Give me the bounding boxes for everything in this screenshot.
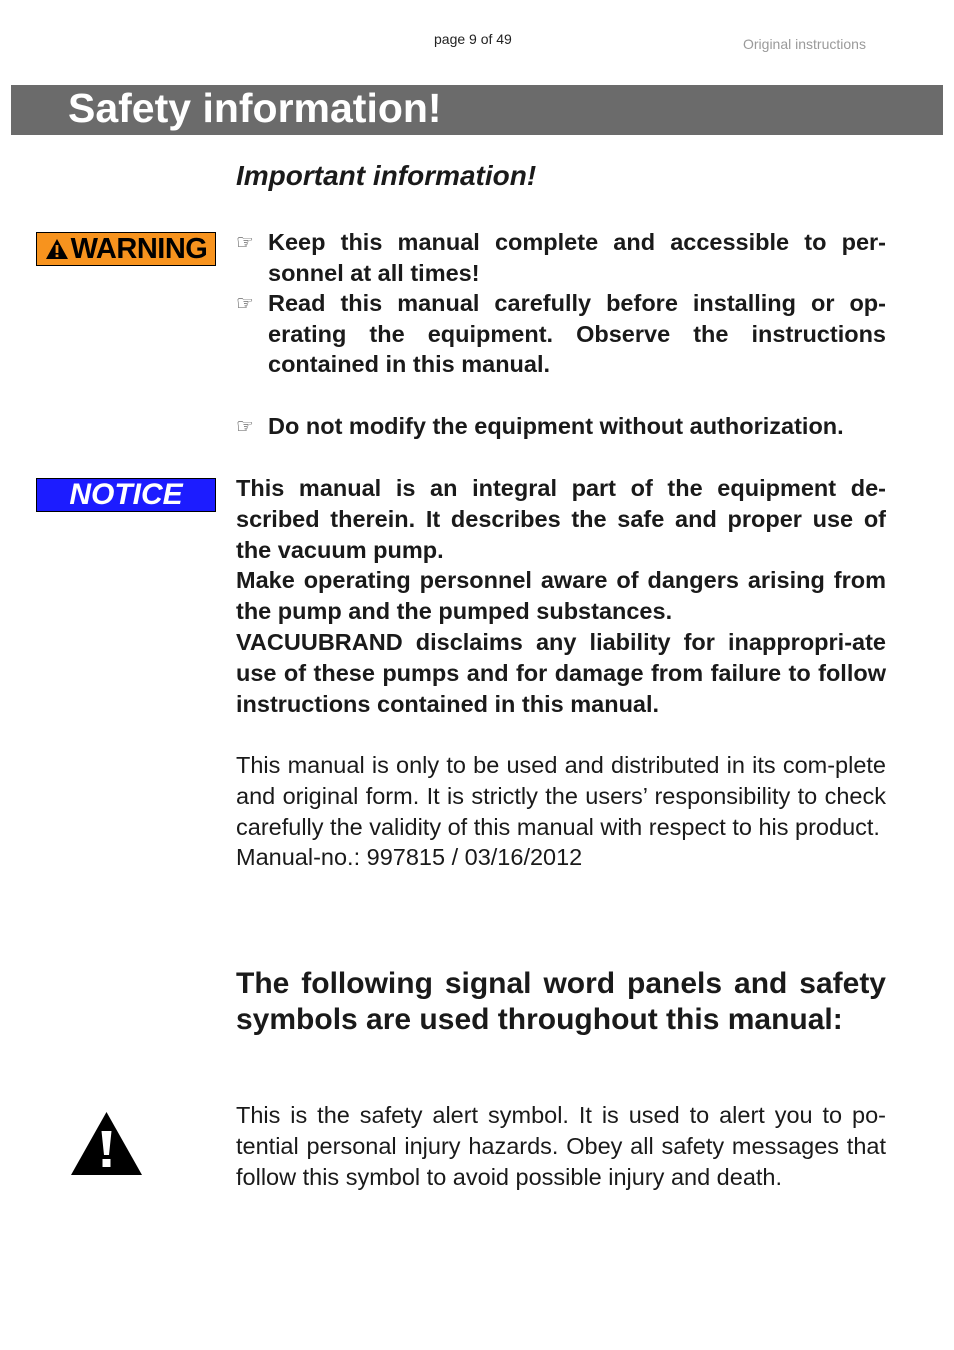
notice-text-block <box>236 473 886 719</box>
alert-symbol-text-block <box>236 1100 886 1192</box>
pointing-hand-icon: ☞ <box>236 230 254 254</box>
title-bar <box>11 85 943 135</box>
original-instructions-label: Original instructions <box>743 36 866 52</box>
warning-bullet <box>236 411 886 442</box>
safety-alert-icon <box>70 1111 143 1181</box>
notice-word: NOTICE <box>69 478 183 511</box>
alert-symbol-description: This is the safety alert symbol. It is used to alert you to po-tential personal injury hazards. Obey all safety messages that follow this symbol to avoid possible injury and death. <box>236 1102 886 1190</box>
notice-paragraph: VACUUBRAND disclaims any liability for inappropri-ate use of these pumps and for damage from failure to follow instructions contained in this manual. <box>236 628 886 717</box>
warning-triangle-icon <box>45 238 69 260</box>
notice-signal-panel <box>36 478 216 512</box>
section-subheading: Important information! <box>236 160 537 191</box>
warning-bullet-text: Read this manual carefully before installing or op-erating the equipment. Observe the instructions contained in this manual. <box>268 290 886 378</box>
signal-words-heading: The following signal word panels and safety symbols are used throughout this manual: <box>236 967 886 1036</box>
page-title: Safety information! <box>68 85 442 131</box>
manual-number: Manual-no.: 997815 / 03/16/2012 <box>236 844 583 871</box>
warning-bullet-text: Do not modify the equipment without authorization. <box>268 413 844 439</box>
warning-bullet-text: Keep this manual complete and accessible to per-sonnel at all times! <box>268 229 886 286</box>
notice-paragraph: Make operating personnel aware of dangers arising from the pump and the pumped substances. <box>236 567 886 625</box>
pointing-hand-icon: ☞ <box>236 291 254 315</box>
distribution-text-block <box>236 750 886 873</box>
warning-word: WARNING <box>70 232 208 265</box>
warning-bullet <box>236 288 886 380</box>
warning-signal-panel <box>36 232 216 266</box>
pointing-hand-icon: ☞ <box>236 414 254 438</box>
warning-bullet <box>236 227 886 288</box>
notice-paragraph: This manual is an integral part of the equipment de-scribed therein. It describes the safe and proper use of the vacuum pump. <box>236 475 886 563</box>
page-number: page 9 of 49 <box>434 31 512 47</box>
distribution-paragraph: This manual is only to be used and distributed in its com-plete and original form. It is strictly the users’ responsibility to check carefully the validity of this manual with respect to his product. <box>236 752 886 840</box>
